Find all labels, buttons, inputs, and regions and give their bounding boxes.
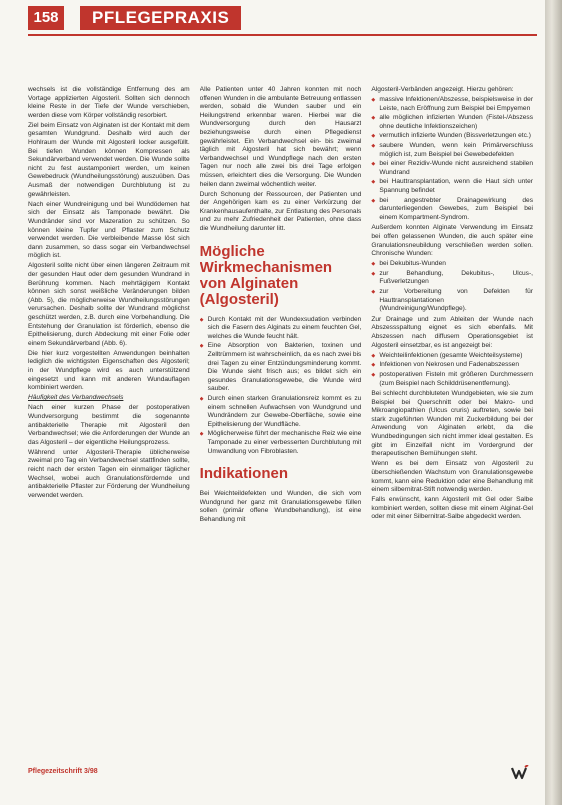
paragraph: Durch Schonung der Ressourcen, der Patienten und der Angehörigen kam es zu einer Verkürzung der Krankenhausaufenthalte, zur Entlastung des Personals und zu mehr Zufriedenheit der Patienten, ohne dass die Wundheilung darunter litt. xyxy=(199,190,362,232)
list-item: ◆ Möglicherweise führt der mechanische Reiz wie eine Tamponade zu einer verbesserten Durchblutung mit Umwandlung von Fibroblasten. xyxy=(200,430,362,456)
list-item: ◆ saubere Wunden, wenn kein Primärverschluss möglich ist, zum Beispiel bei Gewebedefekten xyxy=(371,142,533,159)
text-columns xyxy=(28,86,533,746)
list-item: ◆ massive Infektionen/Abszesse, beispielsweise in der Leiste, nach Eröffnung zum Beispiel bei Empyemen xyxy=(371,96,533,113)
subheading: Häufigkeit des Verbandwechsels xyxy=(28,394,124,402)
paragraph: Außerdem konnten Alginate Verwendung im Einsatz bei offen gelassenen Wunden, die auch später eine Granulationsneubildung verschließen werden sollen. Chronische Wunden: xyxy=(371,224,534,258)
list-item: ◆ zur Vorbereitung von Defekten für Hauttransplantationen (Wundreinigung/Wundpflege). xyxy=(371,288,533,314)
paragraph: Algosteril sollte nicht über einen längeren Zeitraum mit der gesunden Haut oder dem gesunden Wundrand in Berührung kommen. Nach mehrtägigem Kontakt können sich sonst weißliche Veränderungen bilden (Abb. 5), die möglicherweise Wundheilungsstörungen verursachen. Deshalb sollte der Wundrand möglichst geschützt werden, z.B. durch eine Vorbehandlung. Die Entstehung der Granulation ist förderlich, ebenso die Epithelisierung, durch Abdeckung mit einer Folie oder einem Sekundärverband (Abb. 6). xyxy=(28,262,190,347)
list-item: ◆ alle möglichen infizierten Wunden (Fistel-/Abszess ohne deutliche Infektionszeichen) xyxy=(371,114,533,131)
bullet-list xyxy=(371,260,533,314)
list-item: ◆ Eine Absorption von Bakterien, toxinen und Zelltrümmern ist wahrscheinlich, da es nach zwei bis drei Tagen zu einer Entzündungsminderung kommt. Die Wunde sieht frisch aus; es bildet sich ein gesundes Granulationsgewebe, die Wunde wird sauber. xyxy=(200,342,362,394)
end-mark-icon xyxy=(511,765,529,781)
page-header xyxy=(28,6,537,30)
section-heading: Mögliche Wirkmechanismen von Alginaten (Algosteril) xyxy=(199,242,333,308)
column-2 xyxy=(200,86,362,746)
paragraph: Die hier kurz vorgestellten Anwendungen beinhalten lediglich die wichtigsten Eigenschaften des Algosteril; in der Wundpflege wird es auch unterstützend eingesetzt und kann mit anderen Wundauflagen kombiniert werden. xyxy=(28,349,190,392)
list-item: ◆ bei Dekubitus-Wunden xyxy=(371,260,533,269)
list-item: ◆ bei einer Rezidiv-Wunde nicht ausreichend stabilen Wundrand xyxy=(371,160,533,177)
page-number: 158 xyxy=(28,6,64,30)
paragraph: Ziel beim Einsatz von Alginaten ist der Kontakt mit dem gesamten Wundgrund. Deshalb wird auch der Hohlraum der Wunde mit Algosteril locker ausgefüllt. Bei tiefen Wunden können Kompressen als Sekundärverband verwendet werden. Die Wunde sollte nicht zu fest austamponiert werden, um keinen Gewebedruck (Wundheilungsstörung) auszuüben. Das Ausmaß der notwendigen Durchblutung ist zu gewährleisten. xyxy=(28,121,190,198)
paragraph: Bei schlecht durchbluteten Wundgebieten, wie sie zum Beispiel bei Querschnitt oder bei Makro- und Mikroangiopathien (Ulcus cruris) auftreten, sowie bei stark zugeführten Wunden mit Zuckerbildung bei der Anwendung von Alginaten erlebt, da die Wundbedingungen sich nicht immer ideal gestalten. Es gibt im Einzelfall nicht im Vordergrund der therapeutischen Bemühungen steht. xyxy=(371,390,534,458)
list-item: ◆ zur Behandlung, Dekubitus-, Ulcus-, Fußverletzungen xyxy=(371,270,533,287)
list-item: ◆ Weichteilinfektionen (gesamte Weichteilsysteme) xyxy=(371,352,533,361)
paragraph: wechsels ist die vollständige Entfernung des am Vortage applizierten Algosteril. Sollten sich dennoch kleine Reste in der Tiefe der Wunde verschieben, werden diese vom Körper vollständig resorbiert. xyxy=(28,86,190,119)
list-item: ◆ Infektionen von Nekrosen und Fadenabszessen xyxy=(371,361,533,370)
paragraph: Algosteril-Verbänden angezeigt. Hierzu gehören: xyxy=(371,86,514,93)
paragraph: Wenn es bei dem Einsatz von Algosteril zu überschießenden Wachstum von Granulationsgewebe kommt, kann eine Reduktion oder eine Behandlung mit einem silbernitrat-Stift notwendig werden. xyxy=(371,460,534,494)
paragraph: Zur Drainage und zum Ableiten der Wunde nach Abszessspaltung eignet es sich ebenfalls. Mit Abszessen nach diffusem Operationsgebiet ist Algosteril einsetzbar, es ist angezeigt bei: xyxy=(371,315,534,349)
list-item: ◆ bei Hauttransplantation, wenn die Haut sich unter Spannung befindet xyxy=(371,178,533,195)
bullet-list xyxy=(371,352,533,388)
column-3 xyxy=(371,86,533,746)
list-item: ◆ Durch Kontakt mit der Wundexsudation verbinden sich die Fasern des Alginats zu einem feuchten Gel, welches die Wunde feucht hält. xyxy=(200,316,362,342)
column-1 xyxy=(28,86,190,746)
paragraph: Nach einer Wundreinigung und bei Wundödemen hat sich der Einsatz als Tamponade bewährt. Die Wundränder sind vor Mazeration zu schützen. So können kleine Tupfer und Pflaster zum Schutz verwendet werden. Die verbleibende Masse löst sich dann zusammen, so dass sogar ein Verbandwechsel möglich ist. xyxy=(28,200,190,260)
paragraph: Alle Patienten unter 40 Jahren konnten mit noch offenen Wunden in die ambulante Betreuung entlassen werden, sobald die Wunden sauber und ein Heilungstrend erkennbar waren. Hierbei war die Wundversorgung durch den Hausarzt beziehungsweise durch einen Pflegedienst gewährleistet. Ein Verbandwechsel ein- bis zweimal täglich mit Algosteril hat sich bewährt; wenn Verbandwechsel und Wundpflege nach den ersten Tagen nur noch alle zwei bis drei Tage erfolgen müssen, erleichtert dies die Versorgung. Die Wunden heilen dann zweimal wöchentlich weiter. xyxy=(199,86,362,188)
list-item: ◆ bei angestrebter Drainagewirkung des darunterliegenden Gewebes, zum Beispiel bei einem Kompartment-Syndrom. xyxy=(371,197,533,223)
footer-journal: Pflegezeitschrift 3/98 xyxy=(28,768,98,775)
section-title: PFLEGEPRAXIS xyxy=(80,6,241,30)
paragraph: Bei Weichteildefekten und Wunden, die sich vom Wundgrund her ganz mit Granulationsgewebe füllen sollen (primär offene Wundbehandlung), ist eine Behandlung mit xyxy=(199,490,362,523)
list-item: ◆ Durch einen starken Granulationsreiz kommt es zu einem schnellen Aufwachsen von Wundgrund und Wundrändern zur Gewebe-Oberfläche, sowie eine Epithelisierung der Wundfläche. xyxy=(200,395,362,429)
section-heading: Indikationen xyxy=(199,465,289,483)
paragraph: Während unter Algosteril-Therapie üblicherweise zweimal pro Tag ein Verbandwechsel stattfinden sollte, reicht nach der ersten Tagen ein einmaliger täglicher Wechsel, wobei auch Granulationsfördernde und antibakterielle Pflaster zur Förderung der Wundheilung verwendet werden. xyxy=(28,448,190,499)
header-rule xyxy=(28,34,537,36)
bullet-list xyxy=(200,316,362,457)
list-item: ◆ vermutlich infizierte Wunden (Bissverletzungen etc.) xyxy=(371,132,533,141)
bullet-list xyxy=(371,96,533,222)
page-edge xyxy=(545,0,562,805)
paragraph: Nach einer kurzen Phase der postoperativen Wundversorgung bestimmt die sogenannte antibakterielle Therapie mit Algosteril den Verbandwechsel; wie die Anforderungen der Wunde an das Algosteril – der eigentliche Heilungsprozess. xyxy=(28,404,190,446)
list-item: ◆ postoperativen Fisteln mit größeren Durchmessern (zum Beispiel nach Schilddrüsenentfernung). xyxy=(371,371,533,388)
paragraph: Falls erwünscht, kann Algosteril mit Gel oder Salbe kombiniert werden, sollten diese mit einem Alginat-Gel oder mit einer Silbernitrat-Salbe abgedeckt werden. xyxy=(371,496,534,521)
